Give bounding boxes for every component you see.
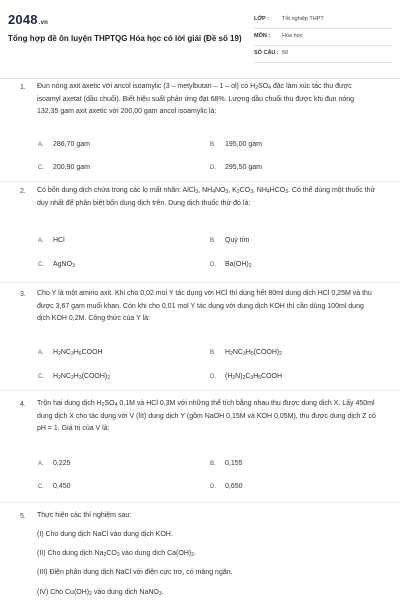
question-divider — [0, 181, 400, 182]
question-text: Thực hiện các thí nghiệm sau: — [37, 512, 132, 519]
question-number: 4. — [20, 401, 26, 408]
option-c[interactable]: C. 0,450 — [38, 483, 71, 490]
meta-count-row — [254, 46, 392, 63]
question-text: Cho Y là một amino axit. Khi cho 0,02 mol Y tác dụng với HCl thì dùng hết 80ml dung dịch HCl 0,25M và thu được 3,67 gam muối khan. Còn khi cho 0,01 mol Y tác dụng với dung dịch KOH thì cần dùng 100ml dung dịch KOH 0,2M. Công thức của Y là: — [37, 290, 372, 322]
option-d[interactable]: D. 295,50 gam — [210, 164, 262, 171]
document-meta — [254, 12, 392, 63]
meta-class-value: Tốt nghiệp THPT — [282, 16, 324, 22]
option-b[interactable]: B. 0,155 — [210, 460, 243, 467]
option-d[interactable]: D. $Ba(OH)_2$ — [210, 261, 252, 269]
document-title: Tổng hợp đề ôn luyện THPTQG Hóa học có lời giải (Đề số 19) — [8, 34, 242, 43]
question-number: 1. — [20, 84, 26, 91]
option-b[interactable]: B. 195,00 gam — [210, 141, 262, 148]
option-d[interactable]: D. $(H_2N)_2C_3H_5COOH$ — [210, 373, 283, 381]
question-text: Trộn hai dung dịch $H_2SO_4$ 0,1M và HCl 0,3M với những thể tích bằng nhau thu được dung dịch X. Lấy 450ml dung dịch X cho tác dụng với V (lít) dung dịch Y (gồm NaOH 0,15M và KOH 0,05M), thu được dung dịch Z có pH = 1. Giá trị của V là: — [37, 400, 376, 432]
question-text: Có bốn dung dịch chứa trong các lọ mất nhãn: AlCl$_3$, $NH_4NO_3$, $K_2CO_3$, $NH_4HCO_3$. Có thể dùng một thuốc thử duy nhất để phân biệt bốn dung dịch trên. Dung dịch thuốc thử đó là: — [37, 187, 376, 207]
question-divider — [0, 390, 400, 391]
option-c[interactable]: C. $H_2NC_2H_3(COOH)_2$ — [38, 373, 111, 381]
meta-subject-row — [254, 29, 392, 46]
meta-class-label: LỚP : — [254, 16, 269, 22]
experiment-item: (II) Cho dung dịch $Na_2CO_3$ vào dung dịch $Ca(OH)_2$. — [37, 550, 196, 558]
question-number: 2. — [20, 188, 26, 195]
meta-subject-label: MÔN : — [254, 33, 271, 39]
option-c[interactable]: C. AgNO$_3$ — [38, 261, 75, 269]
option-d[interactable]: D. 0,650 — [210, 483, 243, 490]
question-number: 3. — [20, 291, 26, 298]
question-divider — [0, 282, 400, 283]
question-text: Đun nóng axit axetic với ancol isoamylic (3 – metylbutan – 1 – ol) có $H_2SO_4$ đặc làm xúc tác thu được isoamyl axetat (dầu chuối). Biết hiệu suất phản ứng đạt 68%. Lượng dầu chuối thu được khi đun nóng 132,35 gam axit axetic với 200,00 gam ancol isoamylic là: — [37, 83, 355, 115]
option-a[interactable]: A. HCl — [38, 237, 65, 244]
option-a[interactable]: A. $H_2NC_3H_6COOH$ — [38, 349, 103, 357]
meta-count-label: SỐ CÂU : — [254, 50, 279, 56]
experiment-item: (III) Điện phân dung dịch NaCl với điện cực trơ, có màng ngăn. — [37, 569, 233, 576]
option-c[interactable]: C. 200,90 gam — [38, 164, 90, 171]
question-divider — [0, 502, 400, 503]
meta-subject-value: Hóa học — [282, 33, 303, 39]
document-header — [0, 0, 400, 77]
meta-count-value: 50 — [282, 50, 289, 56]
meta-class-row — [254, 12, 392, 29]
option-a[interactable]: A. 0,225 — [38, 460, 71, 467]
experiment-item: (IV) Cho $Cu(OH)_2$ vào dung dịch NaNO$_3$. — [37, 589, 164, 597]
option-b[interactable]: B. $H_2NC_3H_5(COOH)_2$ — [210, 349, 283, 357]
experiment-item: (I) Cho dung dịch NaCl vào dung dịch KOH. — [37, 531, 173, 538]
option-a[interactable]: A. 286,70 gam — [38, 141, 90, 148]
question-number: 5. — [20, 513, 26, 520]
site-logo[interactable]: 2048.vn — [8, 12, 49, 27]
option-b[interactable]: B. Quỳ tím — [210, 237, 250, 244]
header-divider — [0, 78, 400, 79]
